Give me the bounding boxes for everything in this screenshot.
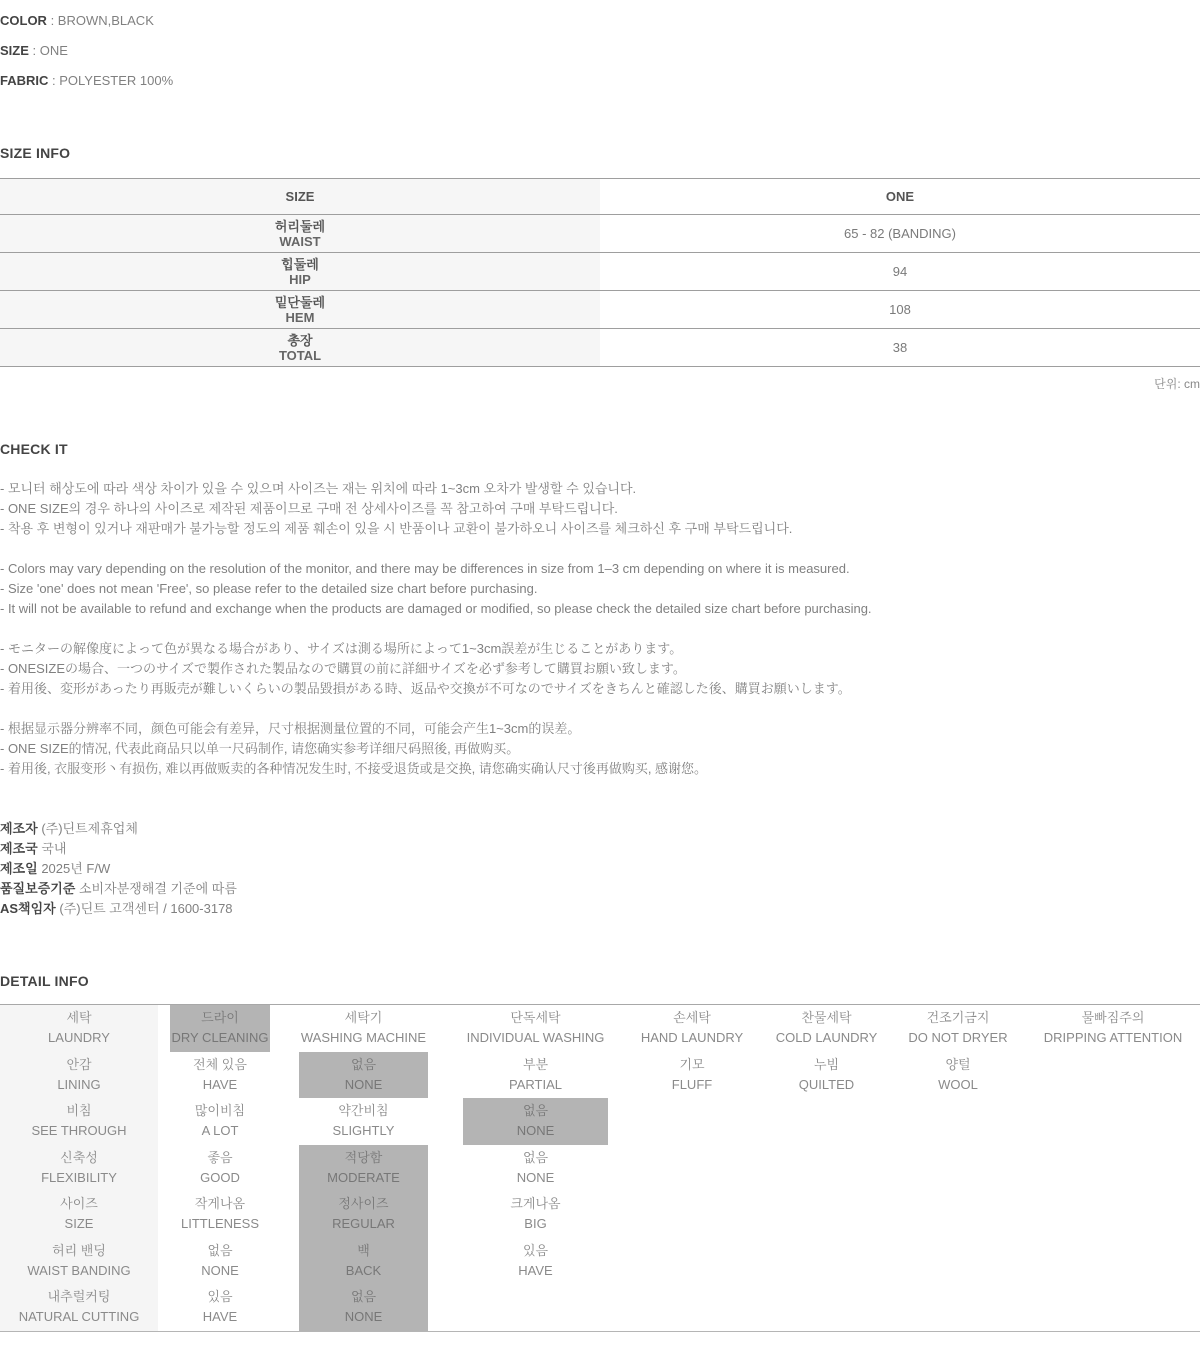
size-row-label [0,253,600,290]
detail-cell-ko: 기모 [679,1056,705,1072]
detail-row-label [0,1145,158,1192]
size-row-value: 38 [892,340,908,355]
detail-cell-ko: 적당함 [344,1149,383,1165]
detail-cell [463,1005,608,1052]
check-note-en [0,559,1200,619]
size-row-label-en: HIP [289,271,311,287]
detail-cell-en: LITTLENESS [180,1216,260,1232]
detail-cell [628,1145,756,1192]
detail-cell-ko: 크게나옴 [510,1196,561,1212]
detail-row-label [0,1005,158,1052]
detail-cell-ko: 세탁 [66,1010,92,1026]
spec-label: SIZE [0,42,29,58]
size-row-label-ko: 허리둘레 [274,218,326,234]
detail-cell-en: LINING [57,1076,101,1092]
check-note-line: - 着用後、変形があったり再販売が難しいくらいの製品毀損がある時、返品や交換が不可なのでサイズをきちんと確認した後、購買お願いします。 [0,681,851,696]
detail-cell-en: DRY CLEANING [171,1030,269,1046]
detail-cell-ko: 많이비침 [194,1103,246,1119]
manufacturer-row [0,839,1200,859]
detail-table [0,1004,1200,1332]
detail-cell [170,1191,270,1238]
size-row-value: 108 [889,302,911,317]
size-table-row [0,252,1200,290]
detail-cell-en: PARTIAL [509,1076,562,1092]
detail-row-label [0,1052,158,1099]
detail-table-row [0,1145,1200,1192]
size-row-label [0,291,600,328]
detail-cell [764,1284,889,1331]
check-note-line: - Colors may vary depending on the resolution of the monitor, and there may be differences in size from 1–3 cm depending on where it is measured. [0,561,850,576]
detail-cell [463,1052,608,1099]
detail-cell-en: WOOL [938,1076,978,1092]
detail-cell-en: DO NOT DRYER [908,1030,1008,1046]
manufacturer-label: 제조국 [0,841,38,856]
spec-label: FABRIC [0,72,49,88]
detail-cell-en: COLD LAUNDRY [775,1030,878,1046]
size-info-heading: SIZE INFO [0,145,71,161]
detail-cell-ko: 찬물세탁 [801,1010,852,1026]
size-table-row [0,290,1200,328]
detail-cell-ko: 없음 [350,1289,377,1305]
detail-cell [299,1191,428,1238]
detail-cell [897,1238,1019,1285]
detail-cell-en: HAVE [518,1262,553,1278]
detail-cell [1033,1284,1193,1331]
detail-cell-ko: 단독세탁 [510,1010,561,1026]
check-note-line: - ONESIZEの場合、一つのサイズで製作された製品なので購買の前に詳細サイズを必ず参考して購買お願い致します。 [0,661,686,676]
spec-line-fabric [0,65,1200,95]
detail-cell-en: SEE THROUGH [31,1123,127,1139]
manufacturer-row [0,819,1200,839]
detail-cell [628,1191,756,1238]
manufacturer-value: 2025년 F/W [41,861,111,876]
detail-cell [299,1238,428,1285]
check-note-line: - ONE SIZE的情况, 代表此商品只以单一尺码制作, 请您确实参考详细尺码照後, 再做购买。 [0,741,520,756]
check-note-line: - ONE SIZE의 경우 하나의 사이즈로 제작된 제품이므로 구매 전 상세사이즈를 꼭 참고하여 구매 부탁드립니다. [0,501,618,516]
manufacturer-info [0,819,1200,919]
detail-cell-ko: 세탁기 [344,1010,383,1026]
spec-value: ONE [39,42,68,58]
spec-line-size [0,35,1200,65]
size-table-header-label: SIZE [285,189,315,204]
detail-row-label [0,1098,158,1145]
detail-cell [463,1191,608,1238]
detail-cell-ko: 양털 [945,1056,971,1072]
detail-cell [897,1005,1019,1052]
check-note-line: - 根据显示器分辨率不同，颜色可能会有差异，尺寸根据测量位置的不同，可能会产生1~3cm的误差。 [0,721,581,736]
detail-cell-ko: 있음 [522,1242,549,1258]
detail-cell-ko: 부분 [522,1056,549,1072]
detail-cell-en: REGULAR [332,1216,395,1232]
detail-cell [897,1052,1019,1099]
manufacturer-label: AS책임자 [0,901,56,916]
detail-cell-en: BACK [345,1262,382,1278]
detail-row-label [0,1191,158,1238]
detail-row-label [0,1238,158,1285]
detail-cell [299,1052,428,1099]
detail-cell [299,1098,428,1145]
detail-cell-en: WASHING MACHINE [300,1030,427,1046]
detail-cell-ko: 손세탁 [673,1010,711,1026]
detail-cell-ko: 없음 [207,1242,233,1258]
check-it-paragraphs [0,479,1200,779]
size-table-header-size [0,179,600,214]
detail-cell-en: GOOD [200,1169,240,1185]
size-row-label-en: WAIST [279,233,321,249]
detail-cell-en: NATURAL CUTTING [18,1309,140,1325]
detail-cell-ko: 내추럴커팅 [47,1289,111,1305]
manufacturer-value: 소비자분쟁해결 기준에 따름 [78,881,237,896]
detail-cell [463,1145,608,1192]
detail-cell-ko: 없음 [522,1103,549,1119]
detail-table-row [0,1284,1200,1331]
detail-cell [764,1191,889,1238]
detail-cell [1033,1145,1193,1192]
detail-cell-ko: 정사이즈 [338,1196,389,1212]
size-row-label-ko: 밑단둘레 [274,294,326,310]
manufacturer-label: 제조자 [0,821,38,836]
detail-cell-ko: 건조기금지 [926,1010,990,1026]
detail-cell-en: NONE [201,1262,239,1278]
check-note-line: - 모니터 해상도에 따라 색상 차이가 있을 수 있으며 사이즈는 재는 위치에 따라 1~3cm 오차가 발생할 수 있습니다. [0,481,637,496]
detail-cell [628,1284,756,1331]
detail-cell-en: SIZE [64,1216,94,1232]
detail-cell [897,1191,1019,1238]
check-note-line: - 着用後, 衣服变形丶有损伤, 难以再做贩卖的各种情况发生时, 不接受退货或是交换, 请您确实确认尺寸後再做购买, 感谢您。 [0,761,708,776]
detail-cell-en: NONE [344,1309,383,1325]
detail-cell [170,1098,270,1145]
detail-table-row [0,1052,1200,1099]
detail-table-row [0,1238,1200,1285]
detail-cell-en: FLUFF [671,1076,713,1092]
detail-cell-en: NONE [516,1169,555,1185]
detail-cell [1033,1191,1193,1238]
detail-cell-ko: 백 [357,1242,370,1258]
detail-cell [1033,1005,1193,1052]
detail-cell [170,1238,270,1285]
detail-cell [170,1284,270,1331]
product-specs [0,0,1200,95]
manufacturer-row [0,859,1200,879]
size-row-label [0,329,600,366]
detail-cell [299,1145,428,1192]
manufacturer-row [0,879,1200,899]
detail-table-row [0,1191,1200,1238]
detail-cell-en: BIG [524,1216,547,1232]
size-table-row [0,328,1200,366]
detail-cell-ko: 사이즈 [60,1196,98,1212]
detail-cell [170,1052,270,1099]
detail-cell-ko: 있음 [207,1289,233,1305]
detail-cell-ko: 드라이 [201,1010,239,1026]
detail-row-label [0,1284,158,1331]
check-note-line: - モニターの解像度によって色が異なる場合があり、サイズは測る場所によって1~3cm誤差が生じることがあります。 [0,641,683,656]
detail-cell [897,1145,1019,1192]
detail-cell [628,1098,756,1145]
detail-cell-ko: 약간비침 [338,1103,389,1119]
detail-cell-en: HAVE [202,1309,238,1325]
spec-label: COLOR [0,12,47,28]
detail-cell [897,1284,1019,1331]
detail-cell [463,1238,608,1285]
detail-cell-ko: 비침 [66,1103,92,1119]
manufacturer-row [0,899,1200,919]
size-row-value: 94 [892,264,908,279]
manufacturer-value: 국내 [41,841,67,856]
detail-cell [897,1098,1019,1145]
check-note-line: - 착용 후 변형이 있거나 재판매가 불가능할 정도의 제품 훼손이 있을 시 반품이나 교환이 불가하오니 사이즈를 체크하신 후 구매 부탁드립니다. [0,521,793,536]
check-note-zh [0,719,1200,779]
detail-cell-en: DRIPPING ATTENTION [1043,1030,1183,1046]
detail-cell-ko: 없음 [522,1149,549,1165]
detail-cell [1033,1052,1193,1099]
detail-cell [628,1005,756,1052]
manufacturer-value: (주)딘트제휴업체 [41,821,138,836]
detail-cell-en: LAUNDRY [48,1030,110,1046]
check-it-heading: CHECK IT [0,441,68,457]
detail-table-row [0,1098,1200,1145]
spec-separator: : [46,12,58,28]
check-note-line: - Size 'one' does not mean 'Free', so please refer to the detailed size chart before purchasing. [0,581,538,596]
detail-cell-ko: 없음 [350,1056,377,1072]
check-note-ja [0,639,1200,699]
detail-cell [299,1005,428,1052]
size-row-label-en: TOTAL [278,347,322,363]
manufacturer-label: 품질보증기준 [0,881,76,896]
detail-cell [628,1238,756,1285]
size-row-label-ko: 총장 [287,332,313,348]
size-table-header-one: ONE [885,189,915,204]
spec-separator: : [48,72,60,88]
detail-cell [1033,1098,1193,1145]
detail-cell-ko: 물빠짐주의 [1081,1010,1145,1026]
detail-cell-ko: 전체 있음 [193,1056,247,1072]
detail-cell [170,1005,270,1052]
detail-cell-en: MODERATE [327,1169,400,1185]
detail-cell-en: HAND LAUNDRY [640,1030,744,1046]
detail-cell [764,1145,889,1192]
detail-cell-en: SLIGHTLY [332,1123,395,1139]
check-note-line: - It will not be available to refund and exchange when the products are damaged or modified, so please check the detailed size chart before purchasing. [0,601,872,616]
detail-cell-en: NONE [516,1123,555,1139]
size-table-header-row [0,179,1200,214]
detail-cell [463,1098,608,1145]
size-table-row [0,214,1200,252]
detail-cell-ko: 누빔 [813,1056,840,1072]
spec-value: POLYESTER 100% [59,72,174,88]
detail-table-row [0,1005,1200,1052]
size-row-label-en: HEM [285,309,315,325]
check-note-ko [0,479,1200,539]
detail-cell-en: A LOT [201,1123,239,1139]
detail-cell-en: NONE [344,1076,383,1092]
detail-cell [764,1005,889,1052]
detail-cell [299,1284,428,1331]
detail-cell-ko: 신축성 [60,1149,98,1165]
spec-value: BROWN,BLACK [57,12,154,28]
size-row-label-ko: 힙둘레 [281,256,319,272]
size-table [0,178,1200,367]
detail-cell-en: INDIVIDUAL WASHING [466,1030,605,1046]
detail-cell [764,1238,889,1285]
detail-info-heading: DETAIL INFO [0,973,89,989]
detail-cell-ko: 안감 [66,1056,92,1072]
detail-cell [170,1145,270,1192]
detail-cell-ko: 좋음 [207,1149,233,1165]
detail-cell-ko: 허리 밴딩 [52,1242,106,1258]
manufacturer-label: 제조일 [0,861,38,876]
spec-line-color [0,5,1200,35]
size-row-label [0,215,600,252]
detail-cell-ko: 작게나옴 [194,1196,246,1212]
manufacturer-value: (주)딘트 고객센터 / 1600-3178 [59,901,233,916]
detail-cell-en: QUILTED [798,1076,855,1092]
detail-cell [463,1284,608,1331]
spec-separator: : [28,42,40,58]
detail-cell [764,1098,889,1145]
detail-cell [1033,1238,1193,1285]
detail-cell [628,1052,756,1099]
detail-cell-en: WAIST BANDING [27,1262,131,1278]
detail-cell-en: FLEXIBILITY [41,1169,117,1185]
detail-cell-en: HAVE [202,1076,238,1092]
detail-cell [764,1052,889,1099]
unit-note: 단위: cm [1154,377,1200,391]
size-row-value: 65 - 82 (BANDING) [844,226,956,241]
